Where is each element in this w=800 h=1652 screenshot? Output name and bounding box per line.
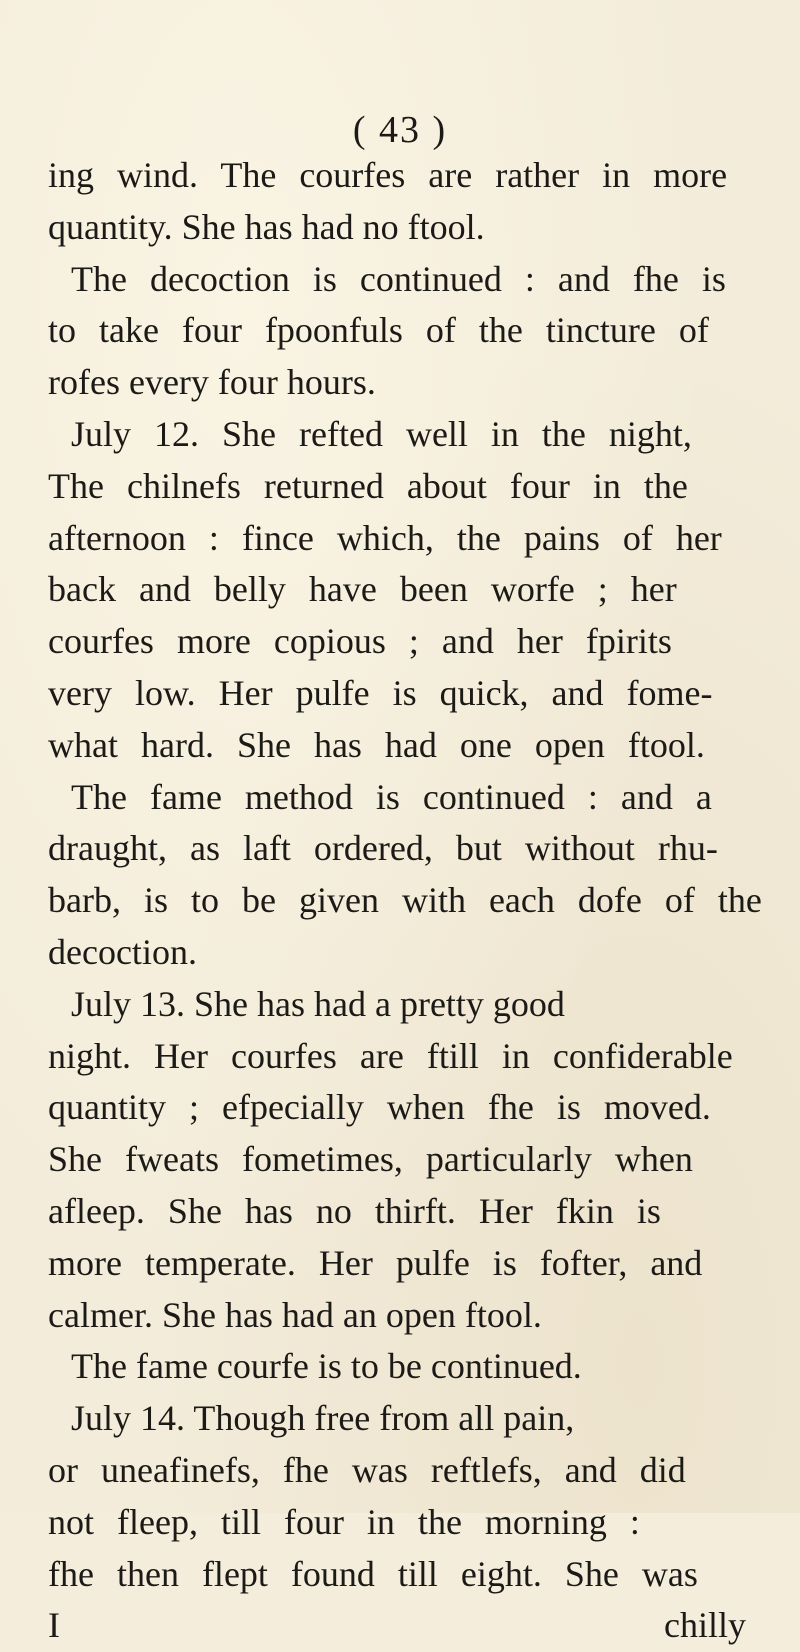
text-line: The fame courfe is to be continued.	[71, 1346, 582, 1387]
text-line: ing wind. The courfes are rather in more	[48, 155, 728, 195]
text-line: back and belly have been worfe ; her	[48, 569, 677, 610]
text-line: or uneafinefs, fhe was reftlefs, and did	[48, 1449, 686, 1490]
text-line: night. Her courfes are ftill in confiderable	[48, 1035, 733, 1076]
text-line: rofes every four hours.	[48, 362, 376, 403]
page-number: ( 43 )	[352, 109, 448, 151]
text-line: more temperate. Her pulfe is fofter, and	[48, 1242, 703, 1283]
text-line: The fame method is continued : and a	[71, 776, 712, 817]
footer-row	[48, 1600, 778, 1652]
body-text	[48, 150, 778, 1652]
text-line: draught, as laft ordered, but without rhu-	[48, 828, 718, 869]
text-line: afternoon : fince which, the pains of her	[48, 517, 722, 558]
signature-mark: I	[48, 1605, 60, 1646]
catchword: chilly	[664, 1605, 746, 1646]
text-line: The decoction is continued : and fhe is	[71, 258, 726, 299]
text-line: July 13. She has had a pretty good	[71, 983, 565, 1024]
text-line: quantity ; efpecially when fhe is moved.	[48, 1087, 711, 1128]
text-line: not fleep, till four in the morning :	[48, 1501, 640, 1542]
text-line: quantity. She has had no ftool.	[48, 206, 485, 247]
text-line: She fweats fometimes, particularly when	[48, 1139, 693, 1180]
text-line: July 12. She refted well in the night,	[71, 413, 692, 454]
text-line: afleep. She has no thirft. Her fkin is	[48, 1190, 661, 1231]
text-line: decoction.	[48, 931, 197, 972]
text-line: courfes more copious ; and her fpirits	[48, 621, 672, 662]
text-line: The chilnefs returned about four in the	[48, 465, 688, 506]
text-line: what hard. She has had one open ftool.	[48, 724, 705, 765]
text-line: July 14. Though free from all pain,	[71, 1398, 575, 1439]
text-line: barb, is to be given with each dofe of the	[48, 880, 762, 921]
text-line: calmer. She has had an open ftool.	[48, 1294, 542, 1335]
text-line: very low. Her pulfe is quick, and fome-	[48, 672, 713, 713]
text-line: to take four fpoonfuls of the tincture of	[48, 310, 709, 351]
text-line: fhe then flept found till eight. She was	[48, 1553, 698, 1594]
